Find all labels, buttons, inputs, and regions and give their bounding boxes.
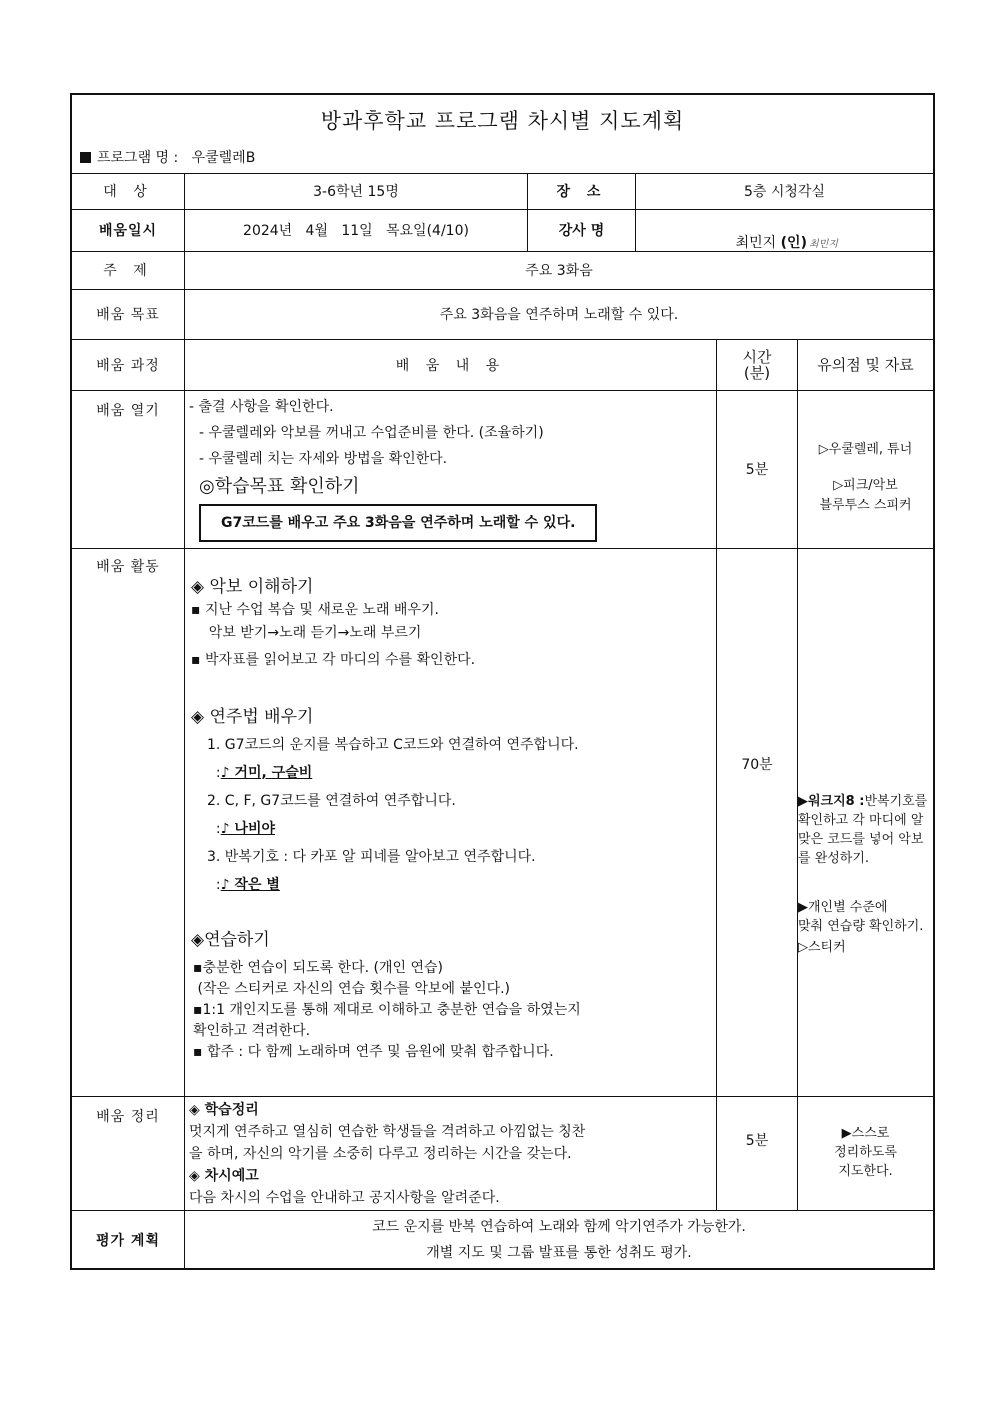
opening-line: - 우쿨렐레 치는 자세와 방법을 확인한다.: [199, 451, 448, 467]
header-materials: 유의점 및 자료: [797, 339, 933, 390]
technique-song-line: :♪ 작은 별: [207, 877, 280, 893]
materials-pick: ▷피크/악보: [833, 478, 898, 493]
topic-label: 주 제: [103, 263, 153, 279]
target-row: [72, 173, 933, 210]
objective-heading: ◎학습목표 확인하기: [199, 476, 360, 497]
worksheet-note-line: 맞은 코드를 넣어 악보: [798, 832, 924, 847]
worksheet-note-line: 를 완성하기.: [798, 851, 870, 866]
next-lesson-heading: ◈ 차시예고: [189, 1168, 259, 1184]
evaluation-row: [72, 1210, 933, 1270]
place-value: 5층 시청각실: [635, 173, 933, 209]
technique-step: 1. G7코드의 운지를 복습하고 C코드와 연결하여 연주합니다.: [207, 737, 579, 753]
title-section: [72, 95, 933, 174]
individual-note: ▶개인별 수준에: [798, 900, 888, 915]
opening-line: - 출결 사항을 확인한다.: [189, 399, 334, 415]
closing-note: 정리하도록: [834, 1145, 897, 1160]
evaluation-content: [184, 1210, 933, 1270]
individual-note-line: 맞춰 연습량 확인하기.: [798, 919, 924, 934]
closing-note: 지도한다.: [838, 1164, 893, 1179]
materials-speaker: 블루투스 스피커: [819, 498, 912, 513]
practice-line: ▪충분한 연습이 되도록 한다. (개인 연습): [193, 960, 443, 976]
section-heading-practice: ◈연습하기: [191, 930, 270, 950]
section-heading-score: ◈ 악보 이해하기: [191, 577, 314, 597]
header-content: 배 움 내 용: [184, 339, 716, 390]
evaluation-label: 평가 계획: [96, 1233, 160, 1249]
practice-line: ▪1:1 개인지도를 통해 제대로 이해하고 충분한 연습을 하였는지: [193, 1002, 581, 1018]
header-time: [716, 339, 797, 390]
section-heading-technique: ◈ 연주법 배우기: [191, 707, 314, 727]
date-row: [72, 209, 933, 252]
opening-row: [72, 390, 933, 549]
target-label: 대 상: [103, 184, 153, 200]
black-square-icon: [80, 152, 91, 163]
technique-song-line: :♪ 거미, 구슬비: [207, 765, 313, 781]
closing-note: ▶스스로: [841, 1126, 890, 1141]
activity-row: [72, 548, 933, 1097]
closing-row: [72, 1096, 933, 1211]
goal-value: 주요 3화음을 연주하며 노래할 수 있다.: [184, 289, 933, 339]
page-title: 방과후학교 프로그램 차시별 지도계획: [320, 109, 685, 133]
lesson-plan-table: [70, 93, 935, 1270]
summary-text: 을 하며, 자신의 악기를 소중히 다루고 정리하는 시간을 갖는다.: [189, 1146, 572, 1162]
topic-row: [72, 251, 933, 290]
summary-text: 멋지게 연주하고 열심히 연습한 학생들을 격려하고 아낌없는 칭찬: [189, 1124, 586, 1140]
goal-label: 배움 목표: [96, 307, 160, 323]
teacher-value-cell: [635, 209, 933, 251]
technique-step: 3. 반복기호 : 다 카포 알 피네를 알아보고 연주합니다.: [207, 849, 536, 865]
objective-box: G7코드를 배우고 주요 3화음을 연주하며 노래할 수 있다.: [199, 504, 597, 542]
evaluation-line: 개별 지도 및 그룹 발표를 통한 성취도 평가.: [426, 1245, 692, 1261]
next-lesson-text: 다음 차시의 수업을 안내하고 공지사항을 알려준다.: [189, 1190, 500, 1206]
teacher-label: 강사 명: [527, 209, 635, 251]
program-name-line: [80, 147, 255, 167]
materials-ukulele: ▷우쿨렐레, 튜너: [818, 442, 913, 457]
opening-line: - 우쿨렐레와 악보를 꺼내고 수업준비를 한다. (조율하기): [199, 425, 544, 441]
topic-value: 주요 3화음: [184, 251, 933, 289]
practice-line: ▪ 합주 : 다 함께 노래하며 연주 및 음원에 맞춰 합주합니다.: [193, 1044, 554, 1060]
song-title: ♪ 나비야: [220, 821, 276, 837]
signature: 최민지: [808, 239, 838, 250]
score-line: ▪ 지난 수업 복습 및 새로운 노래 배우기.: [191, 602, 439, 618]
score-line: ▪ 박자표를 읽어보고 각 마디의 수를 확인한다.: [191, 652, 476, 668]
program-label: 프로그램 명 :: [97, 150, 179, 166]
practice-line: (작은 스티커로 자신의 연습 횟수를 악보에 붙인다.): [193, 981, 511, 997]
closing-label: 배움 정리: [96, 1109, 160, 1125]
closing-time: 5분: [745, 1133, 769, 1149]
program-value: 우쿨렐레B: [191, 150, 256, 166]
song-title: ♪ 거미, 구슬비: [220, 765, 313, 781]
header-process: 배움 과정: [96, 357, 160, 374]
opening-time: 5분: [716, 390, 797, 548]
activity-content: [184, 548, 716, 1096]
activity-time: 70분: [741, 757, 773, 773]
activity-materials: [797, 548, 933, 1096]
summary-heading: ◈ 학습정리: [189, 1102, 259, 1118]
score-line: 악보 받기→노래 듣기→노래 부르기: [191, 625, 422, 641]
opening-materials: [797, 390, 933, 548]
practice-line: 확인하고 격려한다.: [193, 1023, 311, 1039]
process-header-row: [72, 339, 933, 391]
date-value: 2024년 4월 11일 목요일(4/10): [184, 209, 527, 251]
closing-materials: [797, 1096, 933, 1210]
sticker-note: ▷스티커: [798, 940, 846, 955]
target-value: 3-6학년 15명: [184, 173, 527, 209]
technique-step: 2. C, F, G7코드를 연결하여 연주합니다.: [207, 793, 456, 809]
closing-content: [184, 1096, 716, 1210]
date-label: 배움일시: [98, 223, 158, 239]
activity-time-cell: [716, 548, 797, 1096]
evaluation-line: 코드 운지를 반복 연습하여 노래와 함께 악기연주가 가능한가.: [372, 1219, 746, 1235]
opening-content: [184, 390, 716, 548]
teacher-name: 최민지: [735, 235, 781, 251]
opening-label: 배움 열기: [96, 403, 160, 419]
technique-song-line: :♪ 나비야: [207, 821, 276, 837]
closing-time-cell: [716, 1096, 797, 1210]
goal-row: [72, 289, 933, 340]
seal-mark: (인): [780, 235, 807, 251]
place-label: 장 소: [527, 173, 635, 209]
song-title: ♪ 작은 별: [220, 877, 280, 893]
header-time-line2: (분): [743, 363, 771, 382]
worksheet-note-line: 확인하고 각 마디에 알: [798, 813, 924, 828]
worksheet-note: ▶워크지8 :반복기호를: [798, 794, 928, 809]
activity-label: 배움 활동: [96, 559, 160, 575]
header-time-line1: 시간: [742, 347, 772, 366]
